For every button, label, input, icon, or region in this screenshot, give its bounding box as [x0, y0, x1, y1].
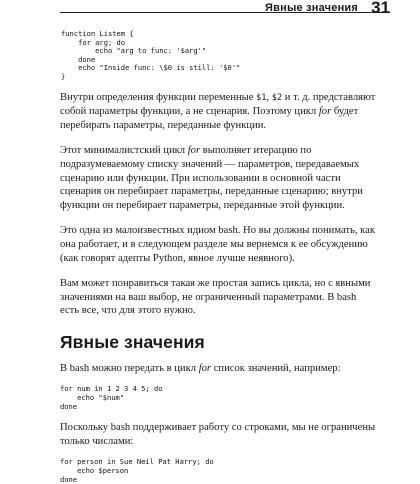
paragraph-for-list: [60, 362, 376, 376]
text: будет перебирать параметры, переданные функции.: [60, 106, 359, 131]
inline-code: $2: [271, 92, 283, 103]
inline-code: $1: [256, 92, 267, 103]
inline-code: for: [198, 362, 212, 374]
paragraph-idiom: Это одна из малоизвестных идиом bash. Но вы должны понимать, как она работает, и в следующем разделе мы вернемся к ее обсуждению (как говорят адепты Python, явное лучше неявного).: [60, 225, 375, 264]
text: Этот минималистский цикл: [60, 145, 188, 157]
paragraph-minimal-loop: [60, 144, 376, 212]
page-content: [60, 30, 376, 484]
section-heading: Явные значения: [60, 331, 205, 352]
inline-code: for: [187, 145, 201, 157]
text: Внутри определения функции переменные: [60, 91, 257, 103]
text: ,: [266, 91, 272, 103]
text: В bash можно передать в цикл: [60, 362, 199, 374]
paragraph-explicit-values: Вам может понравиться такая же простая запись цикла, но с явными значениями на ваш выбор, не ограниченный параметрами. В bash есть все, что для этого нужно.: [60, 278, 371, 317]
code-block-num-loop: for num in 1 2 3 4 5; do echo "$num" done: [60, 384, 163, 411]
text: выполняет итерацию по подразумеваемому списку значений — параметров, передаваемых сценарию или функции. При использовании в основной части сценария он перебирает параметры, переданные сценарию; внутри функции он перебирает параметры, переданные этой функции.: [60, 145, 363, 211]
paragraph-strings: Поскольку bash поддерживает работу со строками, мы не ограничены только числами:: [60, 422, 376, 447]
text: список значений, например:: [211, 362, 341, 374]
page-number: 31: [371, 0, 390, 17]
code-block-person-loop: for person in Sue Neil Pat Harry; do echo $person done: [60, 457, 214, 484]
code-block-listem: function Listem { for arg; do echo "arg to func: '$arg'" done echo "Inside func: \$0 is still: '$0'" }: [61, 29, 241, 81]
paragraph-function-params: [60, 91, 376, 133]
text: и т. д. представляют собой параметры функции, а не сценария. Поэтому цикл: [60, 91, 376, 118]
running-head: Явные значения: [265, 2, 358, 14]
inline-code: for: [318, 106, 332, 118]
